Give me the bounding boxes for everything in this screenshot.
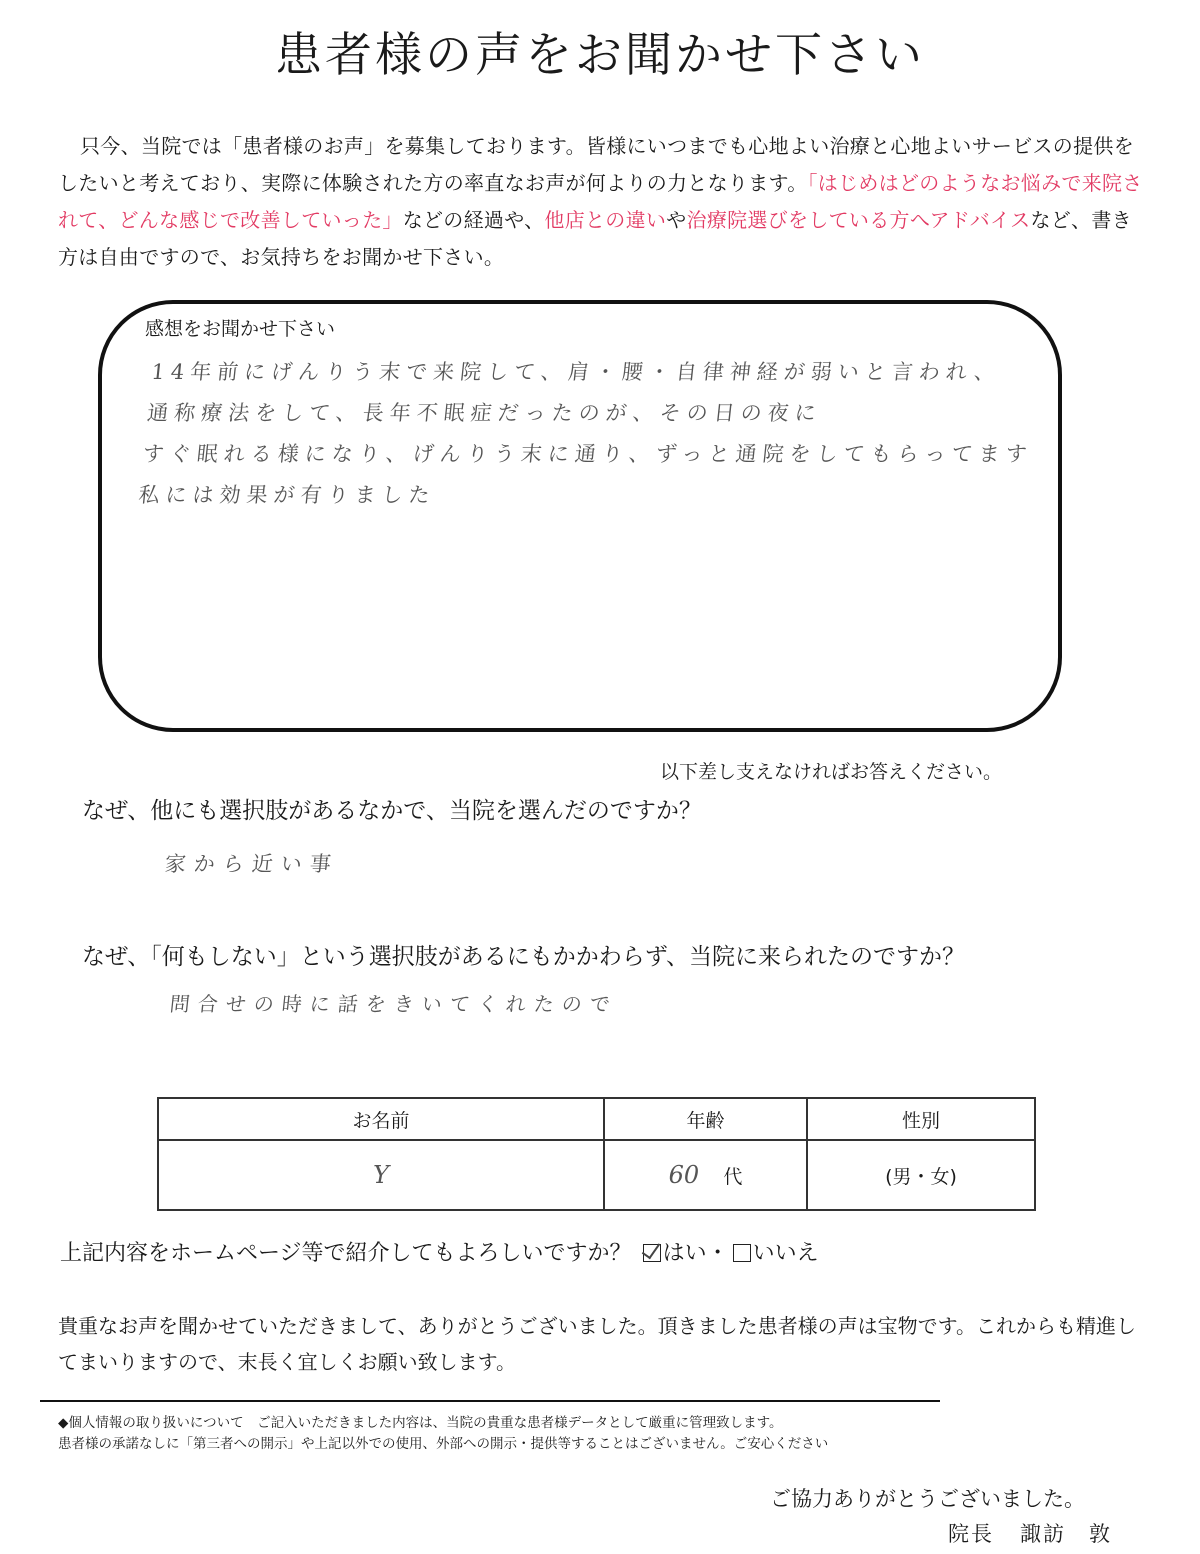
intro-text-2: などの経過や、 bbox=[402, 208, 545, 232]
intro-text-1: 只今、当院では「患者様のお声」を募集しております。皆様にいつまでも心地よい治療と心地よいサービスの提供をしたいと考えており、実際に体験された方の率直なお声が何よりの力となります。 bbox=[58, 134, 1134, 195]
age-suffix: 代 bbox=[723, 1166, 743, 1188]
consent-no-checkbox[interactable] bbox=[733, 1244, 751, 1262]
impressions-line: 私には効果が有りました bbox=[137, 483, 437, 507]
impressions-line: 14年前にげんりう末で来院して、肩・腰・自律神経が弱いと言われ、 bbox=[150, 360, 1003, 384]
patient-info-table bbox=[157, 1097, 1036, 1211]
intro-paragraph bbox=[58, 128, 1143, 276]
table-row bbox=[158, 1140, 1035, 1210]
intro-highlight-3: 治療院選びをしている方へアドバイス bbox=[686, 208, 1031, 232]
table-header-row bbox=[158, 1098, 1035, 1140]
privacy-line: ◆個人情報の取り扱いについて ご記入いただきました内容は、当院の貴重な患者様データとして厳重に管理致します。 bbox=[58, 1415, 783, 1431]
age-cell bbox=[604, 1140, 807, 1210]
thanks-paragraph: 貴重なお声を聞かせていただきまして、ありがとうございました。頂きました患者様の声は宝物です。これからも精進してまいりますので、末長く宜しくお願い致します。 bbox=[58, 1314, 1136, 1374]
signature bbox=[948, 1518, 1112, 1548]
intro-text-3: や bbox=[666, 208, 687, 232]
age-value: 60 bbox=[668, 1161, 700, 1189]
question-2: なぜ、「何もしない」という選択肢があるにもかかわらず、当院に来られたのですか？ bbox=[82, 944, 965, 970]
consent-yes-label: はい bbox=[662, 1241, 707, 1266]
privacy-line: 患者様の承諾なしに「第三者への開示」や上記以外での使用、外部への開示・提供等することはございません。ご安心ください bbox=[58, 1436, 829, 1452]
impressions-line: すぐ眠れる様になり、げんりう末に通り、ずっと通院をしてもらってます bbox=[141, 442, 1034, 466]
impressions-label: 感想をお聞かせ下さい bbox=[145, 318, 336, 340]
question-1: なぜ、他にも選択肢があるなかで、当院を選んだのですか？ bbox=[82, 798, 702, 824]
closing-message: ご協力ありがとうございました。 bbox=[770, 1487, 1085, 1511]
intro-highlight-2: 他店との違い bbox=[544, 208, 667, 232]
consent-yes-checkbox[interactable] bbox=[643, 1244, 661, 1262]
name-cell bbox=[158, 1140, 604, 1210]
answer-2: 問合せの時に話をきいてくれたので bbox=[168, 992, 620, 1016]
signature-role: 院長 bbox=[948, 1522, 994, 1546]
consent-question: 上記内容をホームページ等で紹介してもよろしいですか？ bbox=[60, 1241, 632, 1266]
consent-separator: ・ bbox=[706, 1241, 729, 1266]
signature-name: 諏訪 敦 bbox=[1020, 1522, 1112, 1546]
intro-highlight-1: 「はじめはどのようなお悩みで来院されて、どんな感じで改善していった」 bbox=[58, 171, 1143, 232]
consent-row bbox=[60, 1236, 819, 1267]
consent-no-label: いいえ bbox=[752, 1241, 819, 1266]
gender-cell bbox=[807, 1140, 1035, 1210]
answer-1: 家から近い事 bbox=[163, 852, 341, 876]
age-header: 年齢 bbox=[604, 1098, 807, 1140]
optional-note: 以下差し支えなければお答えください。 bbox=[660, 761, 1003, 783]
impressions-text bbox=[136, 352, 1053, 516]
intro-text-4: など、書き方は自由ですので、お気持ちをお聞かせ下さい。 bbox=[58, 208, 1132, 269]
page-title: 患者様の声をお聞かせ下さい bbox=[275, 28, 925, 83]
gender-header: 性別 bbox=[807, 1098, 1035, 1140]
name-header: お名前 bbox=[158, 1098, 604, 1140]
privacy-notice bbox=[58, 1413, 1058, 1455]
impressions-line: 通称療法をして、長年不眠症だったのが、その日の夜に bbox=[145, 401, 824, 425]
name-value: Y bbox=[373, 1161, 389, 1189]
divider bbox=[40, 1400, 940, 1402]
gender-value: (男・女) bbox=[885, 1165, 957, 1188]
